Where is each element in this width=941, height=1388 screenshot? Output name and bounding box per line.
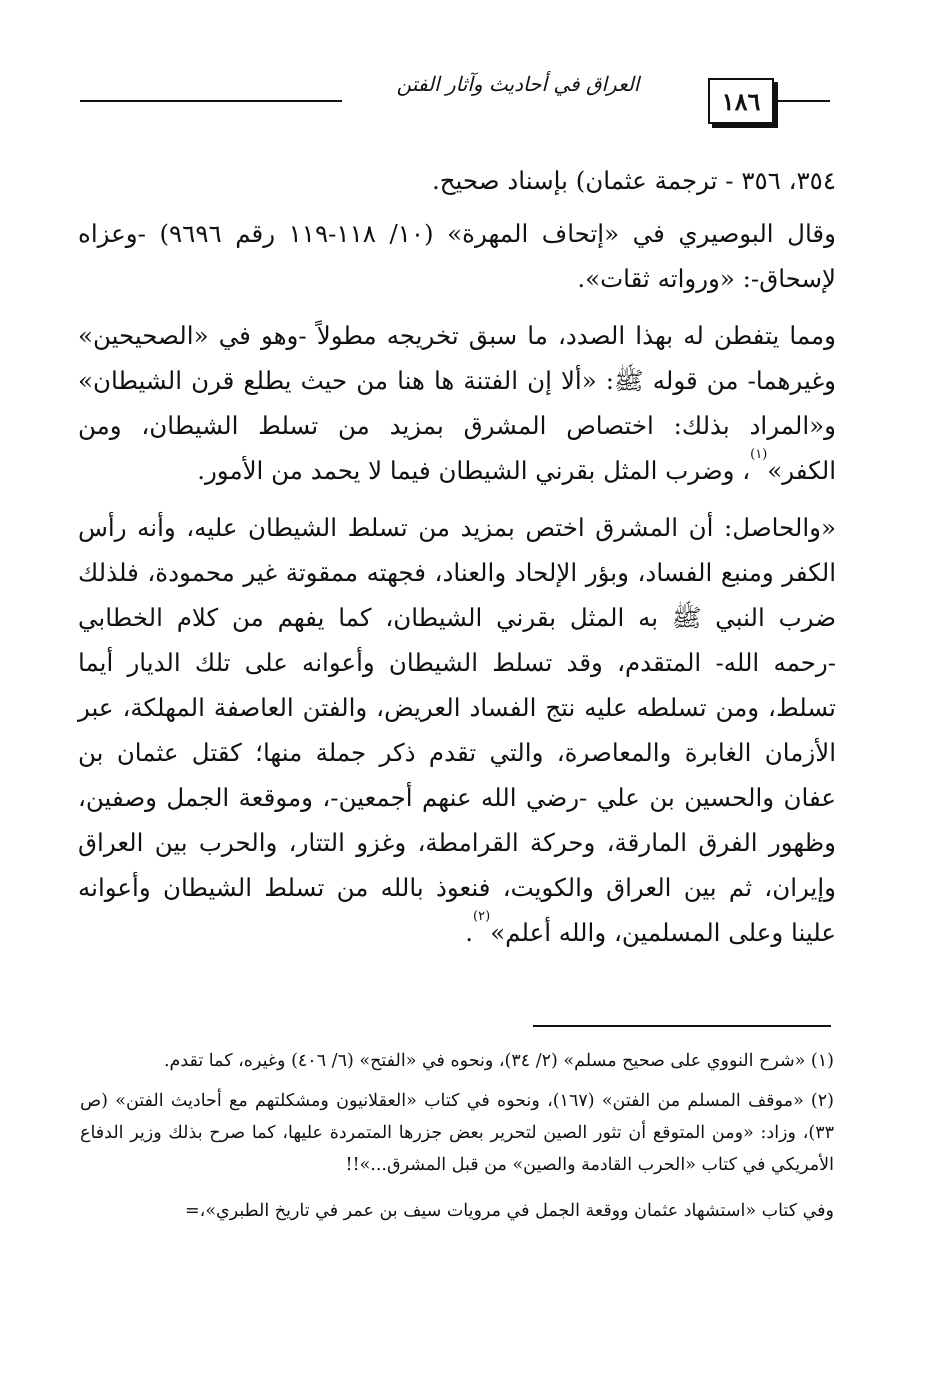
paragraph-3 [78,313,836,493]
footnote-1: (١) «شرح النووي على صحيح مسلم» (٢/ ٣٤)، ونحوه في «الفتح» (٦/ ٤٠٦) وغيره، كما تقدم. [163,1051,834,1071]
paragraph-1: ٣٥٤، ٣٥٦ - ترجمة عثمان) بإسناد صحيح. [431,166,836,195]
paragraph-4-text: «والحاصل: أن المشرق اختص بمزيد من تسلط الشيطان عليه، وأنه رأس الكفر ومنبع الفساد، وبؤر الإلحاد والعناد، فجهته ممقوتة غير محمودة، فلذلك ضرب النبي ﷺ به المثل بقرني الشيطان، كما يفهم من كلام الخطابي -رحمه الله- المتقدم، وقد تسلط الشيطان وأعوانه على تلك الديار أيما تسلط، ومن تسلطه عليه نتج الفساد العريض، والفتن العاصفة المهلكة، عبر الأزمان الغابرة والمعاصرة، والتي تقدم ذكر جملة منها؛ كقتل عثمان بن عفان والحسين بن علي -رضي الله عنهم أجمعين-، وموقعة الجمل وصفين، وظهور الفرق المارقة، وحركة القرامطة، وغزو التتار، والحرب بين العراق وإيران، ثم بين العراق والكويت، فنعوذ بالله من تسلط الشيطان وأعوانه علينا وعلى المسلمين، والله أعلم» [78,513,836,947]
paragraph-3-tail: ، وضرب المثل بقرني الشيطان فيما لا يحمد من الأمور. [197,456,751,485]
running-title: العراق في أحاديث وآثار الفتن [396,72,640,96]
main-text [78,158,836,967]
footnote-marker-1[interactable]: (١) [750,447,768,462]
paragraph-2: وقال البوصيري في «إتحاف المهرة» (١٠/ ١١٨-١١٩ رقم ٩٦٩٦) -وعزاه لإسحاق-: «ورواته ثقات». [78,219,836,293]
footnote-marker-2[interactable]: (٢) [473,909,491,924]
footnote-continuation: وفي كتاب «استشهاد عثمان ووقعة الجمل في مرويات سيف بن عمر في تاريخ الطبري»،= [185,1201,834,1221]
footnotes [80,1045,834,1235]
paragraph-4-tail: . [465,918,474,947]
footnote-separator [533,1025,831,1027]
header-rule-right [778,100,830,102]
header-rule-left [80,100,342,102]
paragraph-3-text: ومما يتفطن له بهذا الصدد، ما سبق تخريجه مطولاً -وهو في «الصحيحين» وغيرهما- من قوله ﷺ: «ألا إن الفتنة ها هنا من حيث يطلع قرن الشيطان» و«المراد بذلك: اختصاص المشرق بمزيد من تسلط الشيطان، ومن الكفر» [78,321,836,485]
paragraph-4 [78,505,836,955]
page-number: ١٨٦ [708,78,774,124]
footnote-2: (٢) «موقف المسلم من الفتن» (١٦٧)، ونحوه في كتاب «العقلانيون ومشكلتهم مع أحاديث الفتن» (ص ٣٣)، وزاد: «ومن المتوقع أن تثور الصين لتحرير بعض جزرها المتمردة عليها، كما صرح بذلك وزير الدفاع الأمريكي في كتاب «الحرب القادمة والصين» من قبل المشرق...»!! [80,1091,834,1175]
